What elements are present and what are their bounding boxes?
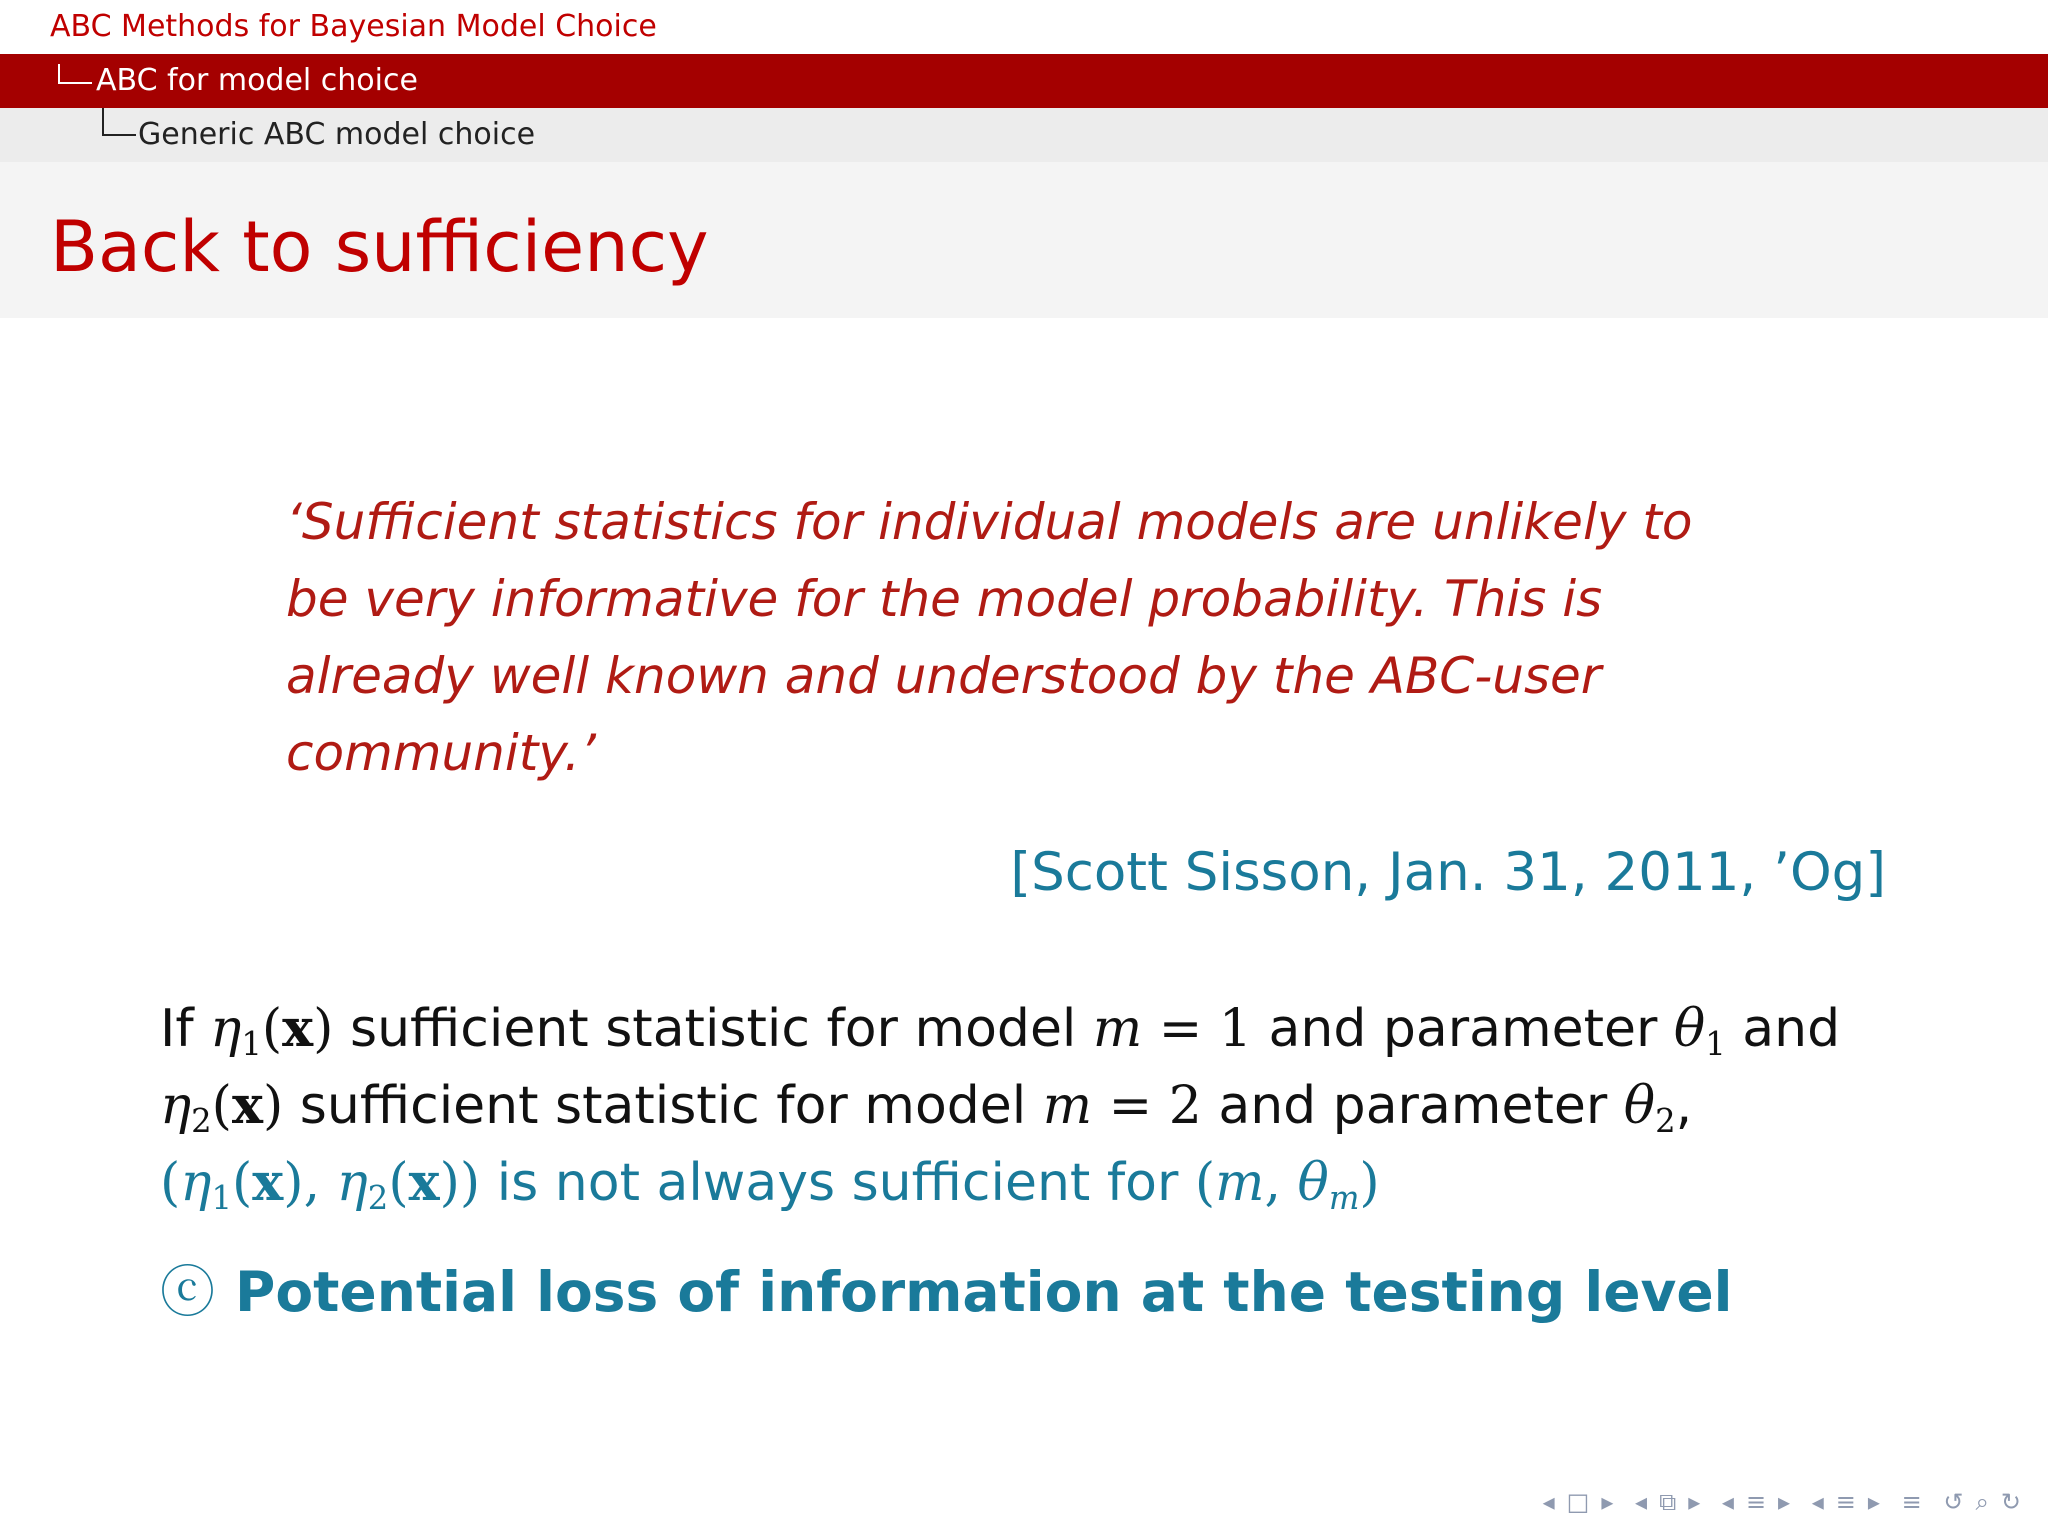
body-text: , <box>1675 1076 1693 1136</box>
body-text: sufficient statistic for model <box>283 1076 1043 1136</box>
nav-search-icon[interactable]: ⌕ <box>1975 1488 1991 1516</box>
math-paren: ( <box>388 1153 409 1213</box>
header-subsection-row <box>0 108 2048 162</box>
math-x-bold: x <box>408 1152 440 1213</box>
math-x-bold: x <box>282 998 314 1059</box>
body-line-1 <box>160 990 1840 1068</box>
tree-connector-icon <box>102 108 136 136</box>
math-m: m <box>1042 1076 1093 1136</box>
citation: [Scott Sisson, Jan. 31, 2011, ’Og] <box>1010 842 1886 903</box>
math-subscript: 1 <box>1705 1025 1726 1064</box>
nav-frame-icon[interactable]: □ <box>1566 1488 1592 1516</box>
section-link[interactable]: ABC for model choice <box>96 63 418 98</box>
nav-subsection-icon[interactable]: ⧉ <box>1659 1488 1679 1516</box>
body-text: and parameter <box>1251 999 1674 1059</box>
nav-next-doc-icon[interactable]: ▸ <box>1867 1488 1882 1516</box>
math-x-arg <box>262 999 334 1059</box>
body-text: is not always sufficient for <box>480 1153 1195 1213</box>
math-paren: ( <box>160 1153 181 1213</box>
subsection-link[interactable]: Generic ABC model choice <box>138 117 536 152</box>
math-paren: ), <box>283 1153 337 1213</box>
math-x-bold: x <box>252 1152 284 1213</box>
math-paren: ( <box>1194 1153 1216 1213</box>
nav-prev-doc-icon[interactable]: ◂ <box>1811 1488 1826 1516</box>
math-subscript: 2 <box>1655 1102 1676 1141</box>
nav-next-section-icon[interactable]: ▸ <box>1778 1488 1793 1516</box>
nav-back-icon[interactable]: ↺ <box>1943 1488 1966 1516</box>
copyright-icon: ⓒ <box>160 1260 216 1324</box>
math-x-bold: x <box>231 1075 263 1136</box>
conclusion-text: Potential loss of information at the testing level <box>235 1260 1733 1324</box>
nav-section-icon[interactable]: ≡ <box>1745 1488 1769 1516</box>
title-bar <box>0 162 2048 318</box>
beamer-navigation <box>1538 1488 2028 1516</box>
nav-prev-frame-icon[interactable]: ◂ <box>1542 1488 1557 1516</box>
quote-line: community.’ <box>286 724 596 782</box>
body-line-3 <box>160 1144 1380 1222</box>
body-text: If <box>160 999 211 1059</box>
nav-prev-section-icon[interactable]: ◂ <box>1721 1488 1736 1516</box>
math-subscript: 1 <box>211 1179 232 1218</box>
math-paren: ) <box>1359 1153 1380 1213</box>
math-subscript: 1 <box>241 1025 262 1064</box>
nav-next-frame-icon[interactable]: ▸ <box>1601 1488 1616 1516</box>
math-two: 2 <box>1168 1076 1202 1136</box>
math-eta: η <box>210 999 242 1059</box>
nav-forward-icon[interactable]: ↻ <box>2000 1488 2023 1516</box>
math-arg: (x) <box>261 998 334 1059</box>
math-paren: )) <box>439 1153 481 1213</box>
math-subscript: 2 <box>191 1102 212 1141</box>
quote-line: ‘Sufficient statistics for individual models are unlikely to <box>286 493 1693 551</box>
math-eta: η <box>180 1153 212 1213</box>
tree-connector-icon <box>58 64 92 84</box>
quote-line: already well known and understood by the ABC-user <box>286 647 1602 705</box>
math-equals: = <box>1092 1076 1169 1136</box>
math-equals: = <box>1142 999 1219 1059</box>
nav-appendix-icon[interactable]: ≡ <box>1901 1488 1924 1516</box>
quote-block <box>286 484 1786 792</box>
nav-doc-icon[interactable]: ≡ <box>1835 1488 1858 1516</box>
math-comma: , <box>1264 1153 1298 1213</box>
body-text: and parameter <box>1201 1076 1624 1136</box>
math-arg: (x) <box>211 1075 284 1136</box>
quote-line: be very informative for the model probability. This is <box>286 570 1603 628</box>
math-theta: θ <box>1623 1076 1656 1136</box>
header-section-row <box>0 54 2048 108</box>
presentation-title-link[interactable]: ABC Methods for Bayesian Model Choice <box>50 9 657 44</box>
body-text: sufficient statistic for model <box>333 999 1093 1059</box>
math-subscript: m <box>1328 1179 1360 1218</box>
math-m: m <box>1092 999 1143 1059</box>
conclusion <box>160 1252 1733 1332</box>
math-theta: θ <box>1297 1153 1329 1213</box>
nav-next-subsection-icon[interactable]: ▸ <box>1688 1488 1703 1516</box>
math-eta: η <box>336 1153 368 1213</box>
math-m: m <box>1215 1153 1265 1213</box>
header-presentation-row <box>0 0 2048 54</box>
math-eta: η <box>160 1076 192 1136</box>
body-line-2 <box>160 1067 1692 1145</box>
math-one: 1 <box>1218 999 1252 1059</box>
nav-prev-subsection-icon[interactable]: ◂ <box>1635 1488 1650 1516</box>
math-paren: ( <box>231 1153 253 1213</box>
math-subscript: 2 <box>367 1179 389 1218</box>
body-text: and <box>1725 999 1841 1059</box>
slide-title: Back to sufficiency <box>50 206 709 288</box>
math-theta: θ <box>1673 999 1706 1059</box>
